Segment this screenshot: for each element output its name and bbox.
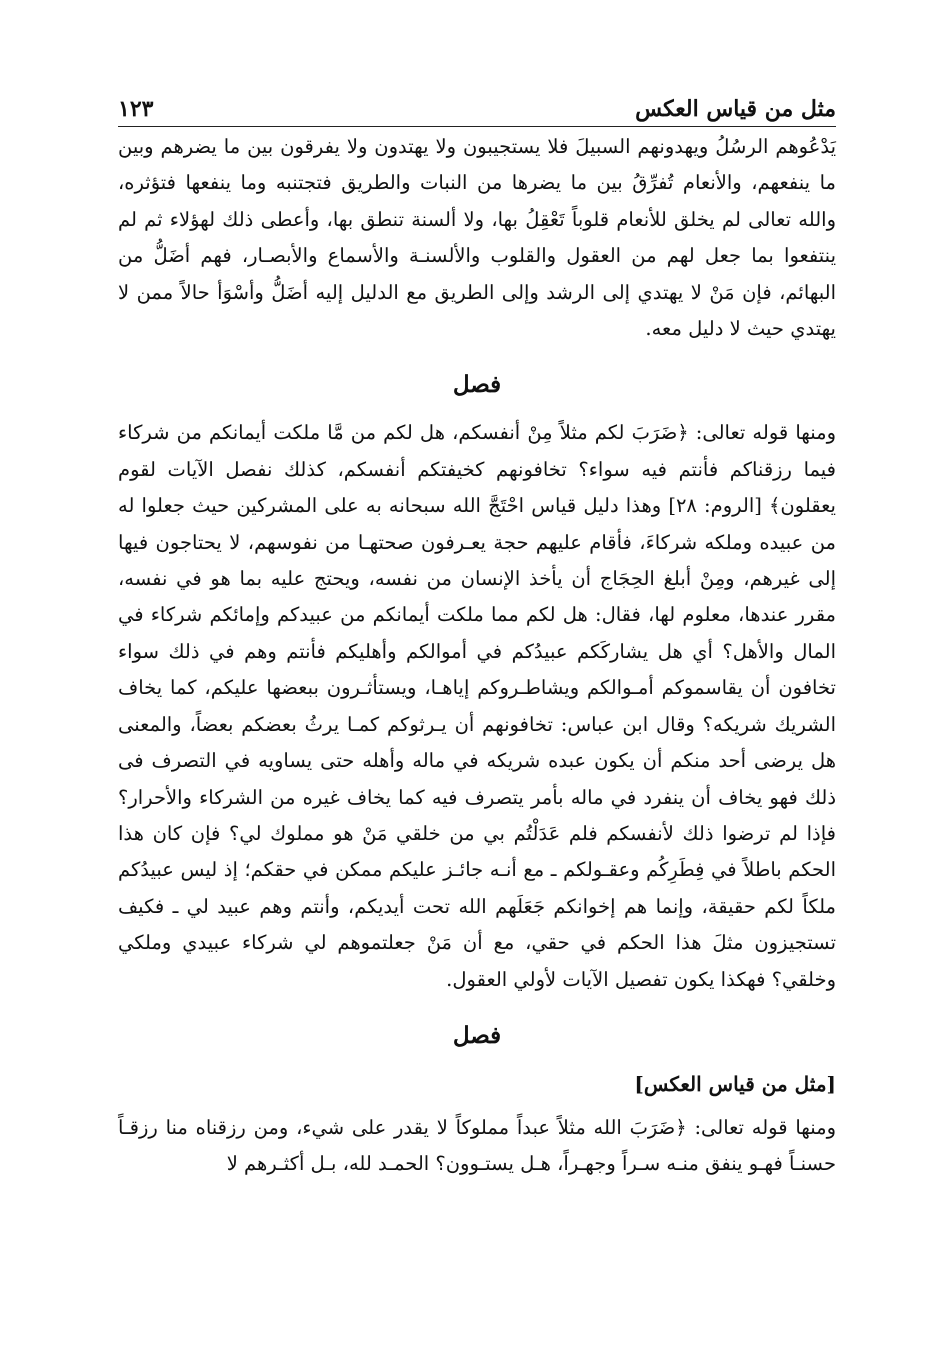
- running-title: مثل من قياس العكس: [635, 96, 836, 122]
- paragraph: ومنها قوله تعالى: ﴿ضَرَبَ الله مثلاً عبداً مملوكاً لا يقدر على شيء، ومن رزقناه منا رزقـاً حسنـاً فهـو ينفق منـه سـراً وجهـراً، هـل يستـوون؟ الحمـد لله، بـل أكثـرهم لا: [118, 1115, 836, 1176]
- paragraph: يَدْعُوهم الرسُلُ ويهدونهم السبيلَ فلا يستجيبون ولا يهتدون ولا يفرقون بين ما يضرهم وبين ما ينفعهم، والأنعام تُفرِّقُ بين ما يضرها من النبات والطريق فتجتنبه وما ينفعها فتؤثره، والله تعالى لم يخلق للأنعام قلوباً تَعْقِلُ بها، ولا ألسنة تنطق بها، وأعطى ذلك لهؤلاء ثم لم ينتفعوا بما جعل لهم من العقول والقلوب والألسنـة والأسماع والأبصـار، فهم أضَلُّ من البهائم، فإن مَنْ لا يهتدي إلى الرشد وإلى الطريق مع الدليل إليه أضَلُّ وأسْوَأ حالاً ممن لا يهتدي حيث لا دليل معه.: [118, 135, 836, 341]
- page-number: ١٢٣: [118, 96, 154, 122]
- subheading: [مثل من قياس العكس]: [634, 1071, 836, 1096]
- section-title: فصل: [452, 1021, 502, 1049]
- paragraph: ومنها قوله تعالى: ﴿ضَرَبَ لكم مثلاً مِنْ أنفسكم، هل لكم من مَّا ملكت أيمانكم من شركاء فيما رزقناكم فأنتم فيه سواء؟ تخافونهم كخيفتكم أنفسكم، كذلك نفصل الآيات لقوم يعقلون﴾ [الروم: ٢٨] وهذا دليل قياس احْتَجَّ الله سبحانه به على المشركين حيث جعلوا له من عبيده وملكه شركاءَ، فأقام عليهم حجة يعـرفون صحتهـا من نفوسهم، لا يحتاجون فيها إلى غيرهم، ومِنْ أبلغ الحِجَاج أن يأخذ الإنسان من نفسه، ويحتج عليه بما هو في نفسه، مقرر عندها، معلوم لها، فقال: هل لكم مما ملكت أيمانكم من عبيدكم وإمائكم شركاء في المال والأهل؟ أي هل يشاركَكم عبيدُكم في أموالكم وأهليكم فأنتم وهم في ذلك سواء تخافون أن يقاسموكم أمـوالكم ويشاطـروكم إياهـا، ويستأثـرون ببعضها عليكم، كما يخاف الشريك شريكه؟ وقال ابن عباس: تخافونهم أن يـرثوكم كمـا يرثُ بعضكم بعضاً، والمعنى هل يرضى أحد منكم أن يكون عبده شريكه في ماله وأهله حتى يساويه في التصرف فى ذلك فهو يخاف أن ينفرد في ماله بأمر يتصرف فيه كما يخاف غيره من الشركاء والأحرار؟ فإذا لم ترضوا ذلك لأنفسكم فلم عَدَلْتُم بي من خلقي مَنْ هو مملوك لي؟ فإن كان هذا الحكم باطلاً في فِطَرِكُم وعقـولكم ـ مع أنـه جائـز عليكم ممكن في حقكم؛ إذ ليس عبيدُكم ملكاً لكم حقيقة، وإنما هم إخوانكم جَعَلَهم الله تحت أيديكم، وأنتم وهم عبيد لي ـ فكيف تستجيزون مثلَ هذا الحكم في حقي، مع أن مَنْ جعلتموهم لي شركاء عبيدي وملكي وخلقي؟ فهكذا يكون تفصيل الآيات لأولي العقول.: [118, 421, 836, 991]
- book-page: [118, 80, 836, 1340]
- section-title: فصل: [452, 371, 502, 399]
- running-header: [118, 80, 836, 127]
